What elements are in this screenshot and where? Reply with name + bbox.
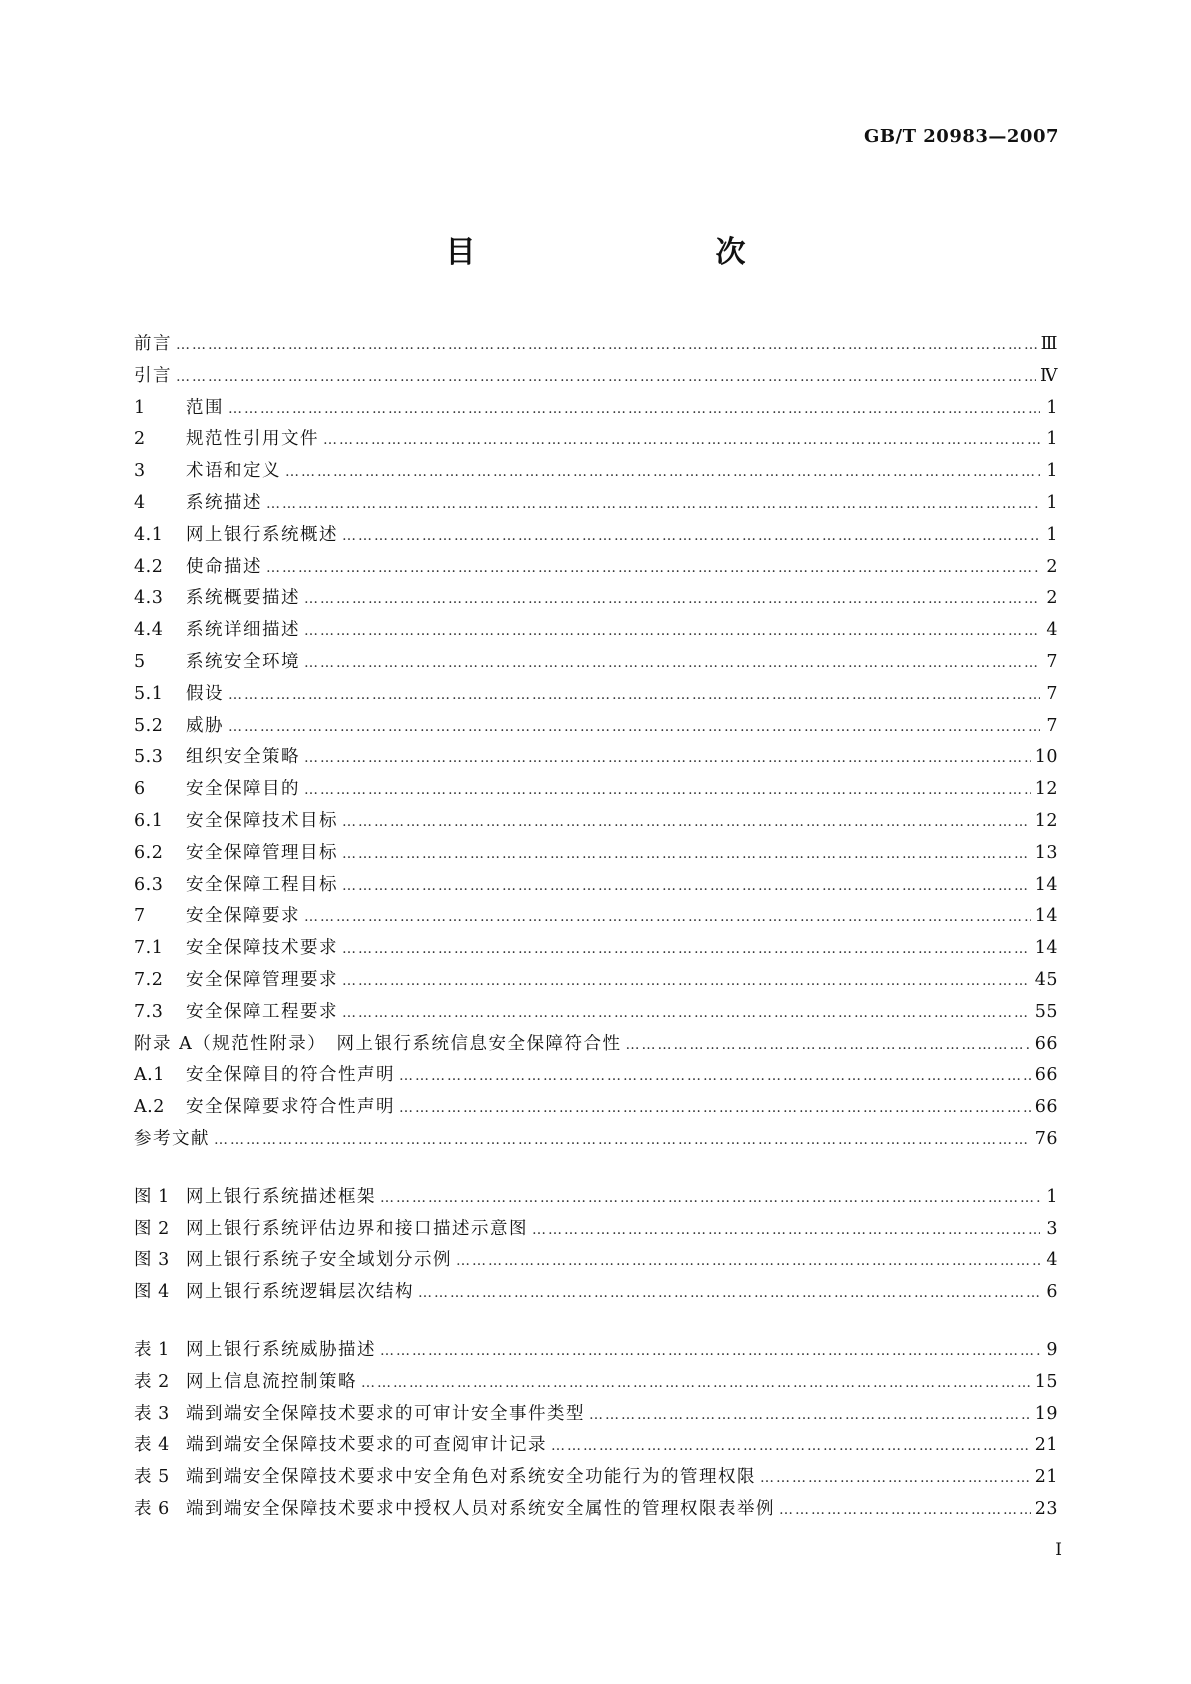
- toc-entry-title: 安全保障目的符合性声明: [186, 1065, 395, 1086]
- dot-leader: [304, 623, 1040, 639]
- toc-entry[interactable]: [134, 330, 1058, 362]
- dot-leader: [304, 655, 1040, 671]
- table-list-entry[interactable]: [134, 1336, 1058, 1368]
- toc-entry-title: 安全保障工程要求: [186, 1001, 338, 1022]
- toc-entry-title: 端到端安全保障技术要求中授权人员对系统安全属性的管理权限表举例: [186, 1498, 775, 1519]
- page-number: I: [1055, 1540, 1062, 1560]
- toc-entry-label: [134, 871, 338, 896]
- dot-leader: [304, 782, 1031, 798]
- toc-entry-page: 1: [1046, 524, 1058, 545]
- toc-entry-label: [134, 743, 300, 768]
- toc-entry[interactable]: [134, 966, 1058, 998]
- toc-entry-number: 表 5: [134, 1467, 170, 1488]
- toc-entry-number: 7: [134, 906, 146, 927]
- toc-entry[interactable]: [134, 998, 1058, 1030]
- toc-entry-page: 9: [1046, 1339, 1058, 1360]
- toc-entry[interactable]: [134, 680, 1058, 712]
- toc-entry-page: 6: [1046, 1282, 1058, 1303]
- toc-entry-number: 6: [134, 779, 146, 800]
- toc-entry-page: 15: [1034, 1371, 1058, 1392]
- figure-list-entry[interactable]: [134, 1183, 1058, 1215]
- toc-entry-page: 14: [1034, 874, 1058, 895]
- table-list-entry[interactable]: [134, 1431, 1058, 1463]
- toc-entry-title: 安全保障目的: [186, 779, 300, 800]
- toc-entry-page: 10: [1034, 747, 1058, 768]
- toc-entry-label: [134, 330, 172, 355]
- toc-entry-label: [134, 1093, 395, 1118]
- figure-list-entry[interactable]: [134, 1215, 1058, 1247]
- dot-leader: [228, 401, 1040, 417]
- toc-entry[interactable]: [134, 871, 1058, 903]
- toc-entry[interactable]: [134, 394, 1058, 426]
- toc-entry-page: 2: [1046, 556, 1058, 577]
- toc-entry-label: [134, 1400, 585, 1425]
- toc-entry-page: 21: [1034, 1467, 1058, 1488]
- table-list-entry[interactable]: [134, 1400, 1058, 1432]
- toc-main-section: [134, 330, 1058, 1157]
- toc-entry-title: 威胁: [186, 715, 224, 736]
- toc-entry-title: 网上银行系统子安全域划分示例: [186, 1250, 452, 1271]
- toc-entry-page: 45: [1034, 969, 1058, 990]
- toc-entry-page: 4: [1046, 1250, 1058, 1271]
- toc-entry-label: [134, 1431, 547, 1456]
- toc-entry[interactable]: [134, 1030, 1058, 1062]
- section-gap: [134, 1310, 1058, 1336]
- toc-entry-page: 55: [1034, 1001, 1058, 1022]
- toc-entry-page: 66: [1034, 1065, 1058, 1086]
- toc-entry-label: [134, 1215, 528, 1240]
- dot-leader: [228, 719, 1040, 735]
- toc-entry-title: 端到端安全保障技术要求的可审计安全事件类型: [186, 1403, 585, 1424]
- toc-entry-title: 安全保障技术要求: [186, 938, 338, 959]
- toc-entry-title: 安全保障工程目标: [186, 874, 338, 895]
- toc-entry-title: 规范性引用文件: [186, 429, 319, 450]
- toc-entry-page: 12: [1034, 779, 1058, 800]
- toc-entry-label: [134, 680, 224, 705]
- toc-entry-page: 7: [1046, 715, 1058, 736]
- toc-entry-label: [134, 1125, 210, 1150]
- toc-entry-page: 1: [1046, 492, 1058, 513]
- toc-entry-number: 6.3: [134, 874, 164, 895]
- dot-leader: [342, 846, 1031, 862]
- toc-entry-title: 端到端安全保障技术要求中安全角色对系统安全功能行为的管理权限: [186, 1467, 756, 1488]
- toc-entry-page: 14: [1034, 906, 1058, 927]
- toc-entry-label: [134, 807, 338, 832]
- toc-entry-title: 使命描述: [186, 556, 262, 577]
- toc-entry-title: 网上信息流控制策略: [186, 1371, 357, 1392]
- toc-entry[interactable]: [134, 489, 1058, 521]
- toc-entry-number: 4.3: [134, 588, 164, 609]
- toc-entry-number: 表 6: [134, 1498, 170, 1519]
- figure-list-entry[interactable]: [134, 1278, 1058, 1310]
- toc-entry[interactable]: [134, 616, 1058, 648]
- toc-entry[interactable]: [134, 712, 1058, 744]
- toc-entry[interactable]: [134, 521, 1058, 553]
- toc-entry-page: Ⅳ: [1040, 365, 1058, 386]
- toc-entry-label: [134, 839, 338, 864]
- toc-entry-number: 表 2: [134, 1371, 170, 1392]
- standard-code: GB/T 20983—2007: [863, 126, 1059, 147]
- toc-entry-title: 系统概要描述: [186, 588, 300, 609]
- toc-entry-page: 23: [1034, 1498, 1058, 1519]
- dot-leader: [342, 878, 1031, 894]
- toc-entry-number: 图 4: [134, 1282, 170, 1303]
- toc-entry-label: [134, 966, 338, 991]
- toc-entry-title: 前言: [134, 334, 172, 354]
- toc-entry[interactable]: [134, 362, 1058, 394]
- toc-entry-label: [134, 457, 281, 482]
- toc-entry-title: 网上银行系统概述: [186, 524, 338, 545]
- toc-entry-title: 网上银行系统描述框架: [186, 1186, 376, 1207]
- toc-entry-title: 系统安全环境: [186, 651, 300, 672]
- dot-leader: [380, 1190, 1040, 1206]
- toc-entry-label: [134, 425, 319, 450]
- toc-entry-label: [134, 1246, 452, 1271]
- table-list-entry[interactable]: [134, 1463, 1058, 1495]
- table-list-entry[interactable]: [134, 1495, 1058, 1527]
- dot-leader: [342, 1005, 1031, 1021]
- toc-entry-number: 4.2: [134, 556, 164, 577]
- dot-leader: [779, 1502, 1031, 1518]
- toc-entry-number: 表 4: [134, 1435, 170, 1456]
- toc-entry-number: 5: [134, 651, 146, 672]
- dot-leader: [361, 1375, 1031, 1391]
- toc-entry-number: 1: [134, 397, 146, 418]
- toc-entry-title: 网上银行系统评估边界和接口描述示意图: [186, 1218, 528, 1239]
- toc-entry-label: [134, 1183, 376, 1208]
- dot-leader: [625, 1037, 1030, 1053]
- dot-leader: [342, 528, 1040, 544]
- toc-entry-number: A.2: [134, 1097, 165, 1118]
- toc-entry-number: 图 3: [134, 1250, 170, 1271]
- dot-leader: [214, 1132, 1031, 1148]
- toc-entry-page: 66: [1034, 1097, 1058, 1118]
- toc-entry-page: 1: [1046, 1186, 1058, 1207]
- toc-entry[interactable]: [134, 934, 1058, 966]
- toc-entry-page: 3: [1046, 1218, 1058, 1239]
- toc-entry[interactable]: [134, 1125, 1058, 1157]
- toc-entry-page: 4: [1046, 620, 1058, 641]
- toc-entry-label: [134, 616, 300, 641]
- toc-entry-number: 表 3: [134, 1403, 170, 1424]
- toc-entry-number: 5.2: [134, 715, 164, 736]
- toc-entry-number: 4: [134, 492, 146, 513]
- toc-entry-title: 安全保障管理要求: [186, 969, 338, 990]
- toc-tables-section: [134, 1336, 1058, 1527]
- dot-leader: [285, 464, 1040, 480]
- dot-leader: [176, 369, 1036, 385]
- toc-entry-label: [134, 648, 300, 673]
- toc-entry[interactable]: [134, 1061, 1058, 1093]
- toc-entry-title: 安全保障要求: [186, 906, 300, 927]
- toc-entry-number: 图 2: [134, 1218, 170, 1239]
- toc-entry-number: 3: [134, 461, 146, 482]
- dot-leader: [228, 687, 1040, 703]
- dot-leader: [760, 1470, 1031, 1486]
- dot-leader: [304, 909, 1031, 925]
- toc-entry[interactable]: [134, 902, 1058, 934]
- toc-entry[interactable]: [134, 743, 1058, 775]
- dot-leader: [589, 1407, 1031, 1423]
- toc-figures-section: [134, 1183, 1058, 1310]
- toc-entry-label: [134, 394, 224, 419]
- toc-entry-page: 76: [1034, 1128, 1058, 1149]
- toc-entry-number: 5.3: [134, 747, 164, 768]
- toc-entry-title: 安全保障要求符合性声明: [186, 1097, 395, 1118]
- toc-entry-title: 网上银行系统威胁描述: [186, 1339, 376, 1360]
- toc-entry-label: [134, 902, 300, 927]
- toc-entry-title: 安全保障管理目标: [186, 842, 338, 863]
- dot-leader: [323, 432, 1040, 448]
- toc-entry-number: 表 1: [134, 1339, 170, 1360]
- dot-leader: [342, 941, 1031, 957]
- toc-entry-number: 2: [134, 429, 146, 450]
- page-title: 目 次: [445, 235, 806, 270]
- toc-entry-label: [134, 1368, 357, 1393]
- toc-entry[interactable]: [134, 584, 1058, 616]
- dot-leader: [176, 337, 1037, 353]
- toc-entry-label: [134, 553, 262, 578]
- dot-leader: [532, 1222, 1040, 1238]
- toc-entry-label: [134, 775, 300, 800]
- toc-entry-title: 术语和定义: [186, 461, 281, 482]
- dot-leader: [551, 1438, 1031, 1454]
- toc-entry-page: Ⅲ: [1040, 334, 1058, 354]
- toc-entry-label: [134, 521, 338, 546]
- toc-entry[interactable]: [134, 648, 1058, 680]
- toc-entry-title: 系统详细描述: [186, 620, 300, 641]
- toc-entry-number: 6.1: [134, 810, 164, 831]
- toc-entry-label: [134, 1061, 395, 1086]
- dot-leader: [456, 1253, 1040, 1269]
- toc-entry-label: [134, 934, 338, 959]
- toc-entry-number: 5.1: [134, 683, 164, 704]
- toc-entry-page: 2: [1046, 588, 1058, 609]
- toc-entry-title: 假设: [186, 683, 224, 704]
- toc-entry-title: 网上银行系统逻辑层次结构: [186, 1282, 414, 1303]
- toc-entry-title: 端到端安全保障技术要求的可查阅审计记录: [186, 1435, 547, 1456]
- dot-leader: [380, 1343, 1040, 1359]
- toc-entry-page: 19: [1034, 1403, 1058, 1424]
- toc-entry[interactable]: [134, 425, 1058, 457]
- toc-entry[interactable]: [134, 839, 1058, 871]
- toc-entry-title: 引言: [134, 365, 172, 386]
- dot-leader: [342, 814, 1031, 830]
- dot-leader: [266, 560, 1040, 576]
- toc-entry-title: 参考文献: [134, 1128, 210, 1149]
- figure-list-entry[interactable]: [134, 1246, 1058, 1278]
- toc-entry-page: 14: [1034, 938, 1058, 959]
- toc-entry-label: [134, 712, 224, 737]
- toc-entry-page: 7: [1046, 683, 1058, 704]
- toc-entry-page: 1: [1046, 397, 1058, 418]
- dot-leader: [399, 1100, 1031, 1116]
- toc-entry-page: 66: [1034, 1033, 1058, 1054]
- toc-entry[interactable]: [134, 1093, 1058, 1125]
- toc-entry[interactable]: [134, 457, 1058, 489]
- toc-entry-label: [134, 1463, 756, 1488]
- toc-entry-page: 12: [1034, 810, 1058, 831]
- toc-entry-number: 6.2: [134, 842, 164, 863]
- toc-entry-title: 附录 A（规范性附录） 网上银行系统信息安全保障符合性: [134, 1033, 622, 1054]
- toc-entry-label: [134, 362, 172, 387]
- toc-entry-number: 7.1: [134, 938, 164, 959]
- dot-leader: [342, 973, 1031, 989]
- dot-leader: [399, 1068, 1031, 1084]
- dot-leader: [266, 496, 1040, 512]
- dot-leader: [304, 591, 1040, 607]
- toc-entry-number: 4.4: [134, 620, 164, 641]
- toc-entry-number: 4.1: [134, 524, 164, 545]
- toc-entry[interactable]: [134, 807, 1058, 839]
- table-list-entry[interactable]: [134, 1368, 1058, 1400]
- toc-entry-title: 系统描述: [186, 492, 262, 513]
- toc-entry-label: [134, 998, 338, 1023]
- toc-entry-number: 7.3: [134, 1001, 164, 1022]
- toc-entry-number: A.1: [134, 1065, 165, 1086]
- table-of-contents: [134, 330, 1058, 1527]
- toc-entry-page: 1: [1046, 429, 1058, 450]
- toc-entry-page: 1: [1046, 461, 1058, 482]
- toc-entry-label: [134, 1336, 376, 1361]
- toc-entry-title: 安全保障技术目标: [186, 810, 338, 831]
- toc-entry-title: 范围: [186, 397, 224, 418]
- toc-entry-label: [134, 1030, 621, 1055]
- toc-entry[interactable]: [134, 775, 1058, 807]
- toc-entry-label: [134, 1278, 414, 1303]
- toc-entry-number: 图 1: [134, 1186, 170, 1207]
- toc-entry[interactable]: [134, 553, 1058, 585]
- section-gap: [134, 1157, 1058, 1183]
- toc-entry-number: 7.2: [134, 969, 164, 990]
- toc-entry-label: [134, 584, 300, 609]
- toc-entry-page: 13: [1034, 842, 1058, 863]
- toc-entry-title: 组织安全策略: [186, 747, 300, 768]
- toc-entry-label: [134, 489, 262, 514]
- toc-entry-label: [134, 1495, 775, 1520]
- dot-leader: [418, 1285, 1040, 1301]
- toc-entry-page: 7: [1046, 651, 1058, 672]
- dot-leader: [304, 750, 1031, 766]
- toc-entry-page: 21: [1034, 1435, 1058, 1456]
